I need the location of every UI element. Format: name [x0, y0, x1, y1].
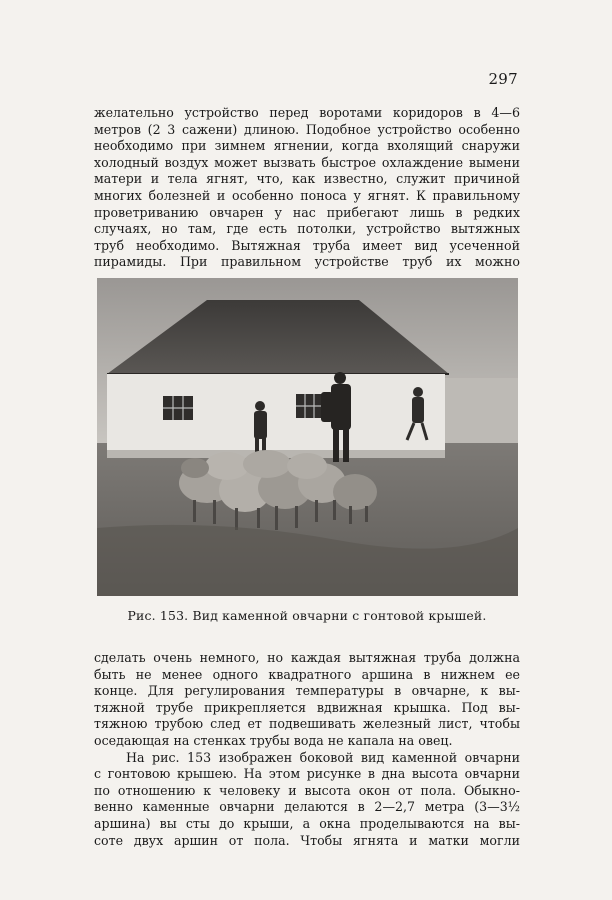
body-paragraph-bottom	[94, 650, 520, 849]
figure-caption: Рис. 153. Вид каменной овчарни с гонтовой крышей.	[127, 608, 487, 623]
window-left	[163, 396, 193, 420]
text-line: оседающая на стенках трубы вода не капала на овец.	[94, 732, 453, 748]
page-number: 297	[488, 70, 518, 88]
text-line: желательно устройство перед воротами коридоров в 4—6	[94, 105, 520, 120]
figure-photo	[97, 278, 518, 596]
text-line: случаях, но там, где есть потолки, устройство вытяжных	[94, 221, 520, 237]
body-paragraph-top	[94, 105, 520, 271]
text-line: метров (2 3 сажени) длиною. Подобное устройство особенно	[94, 121, 520, 137]
text-line: холодный воздух может вызвать быстрое охлаждение вымени	[94, 154, 520, 170]
text-line: На рис. 153 изображен боковой вид каменной овчарни	[126, 749, 520, 765]
text-line: аршина) вы сты до крыши, а окна проделываются на вы-	[94, 815, 520, 831]
window-right	[296, 394, 324, 418]
text-line: проветриванию овчарен у нас прибегают лишь в редких	[94, 204, 520, 220]
text-line: конце. Для регулирования температуры в овчарне, к вы-	[94, 683, 520, 699]
text-line: по отношению к человеку и высота окон от пола. Обыкно-	[94, 782, 520, 798]
text-line: венно каменные овчарни делаются в 2—2,7 метра (3—3½	[94, 799, 520, 815]
text-line: тяжною трубою след ет подвешивать железный лист, чтобы	[94, 716, 520, 732]
text-line: многих болезней и особенно поноса у ягнят. К правильному	[94, 187, 520, 203]
text-line: пирамиды. При правильном устройстве труб их можно	[94, 254, 520, 270]
text-line: соте двух аршин от пола. Чтобы ягнята и матки могли	[94, 832, 520, 848]
text-line: матери и тела ягнят, что, как известно, служит причиной	[94, 171, 520, 187]
text-line: сделать очень немного, но каждая вытяжная труба должна	[94, 650, 520, 665]
text-line: труб необходимо. Вытяжная труба имеет вид усеченной	[94, 237, 520, 253]
text-line: быть не менее одного квадратного аршина в нижнем ее	[94, 666, 520, 682]
text-line: необходимо при зимнем ягнении, когда вхолящий снаружи	[94, 138, 520, 154]
wall	[107, 374, 445, 458]
text-line: с гонтовою крышею. На этом рисунке в дна высота овчарни	[94, 766, 520, 782]
text-line: тяжной трубе прикрепляется вдвижная крышка. Под вы-	[94, 699, 520, 715]
